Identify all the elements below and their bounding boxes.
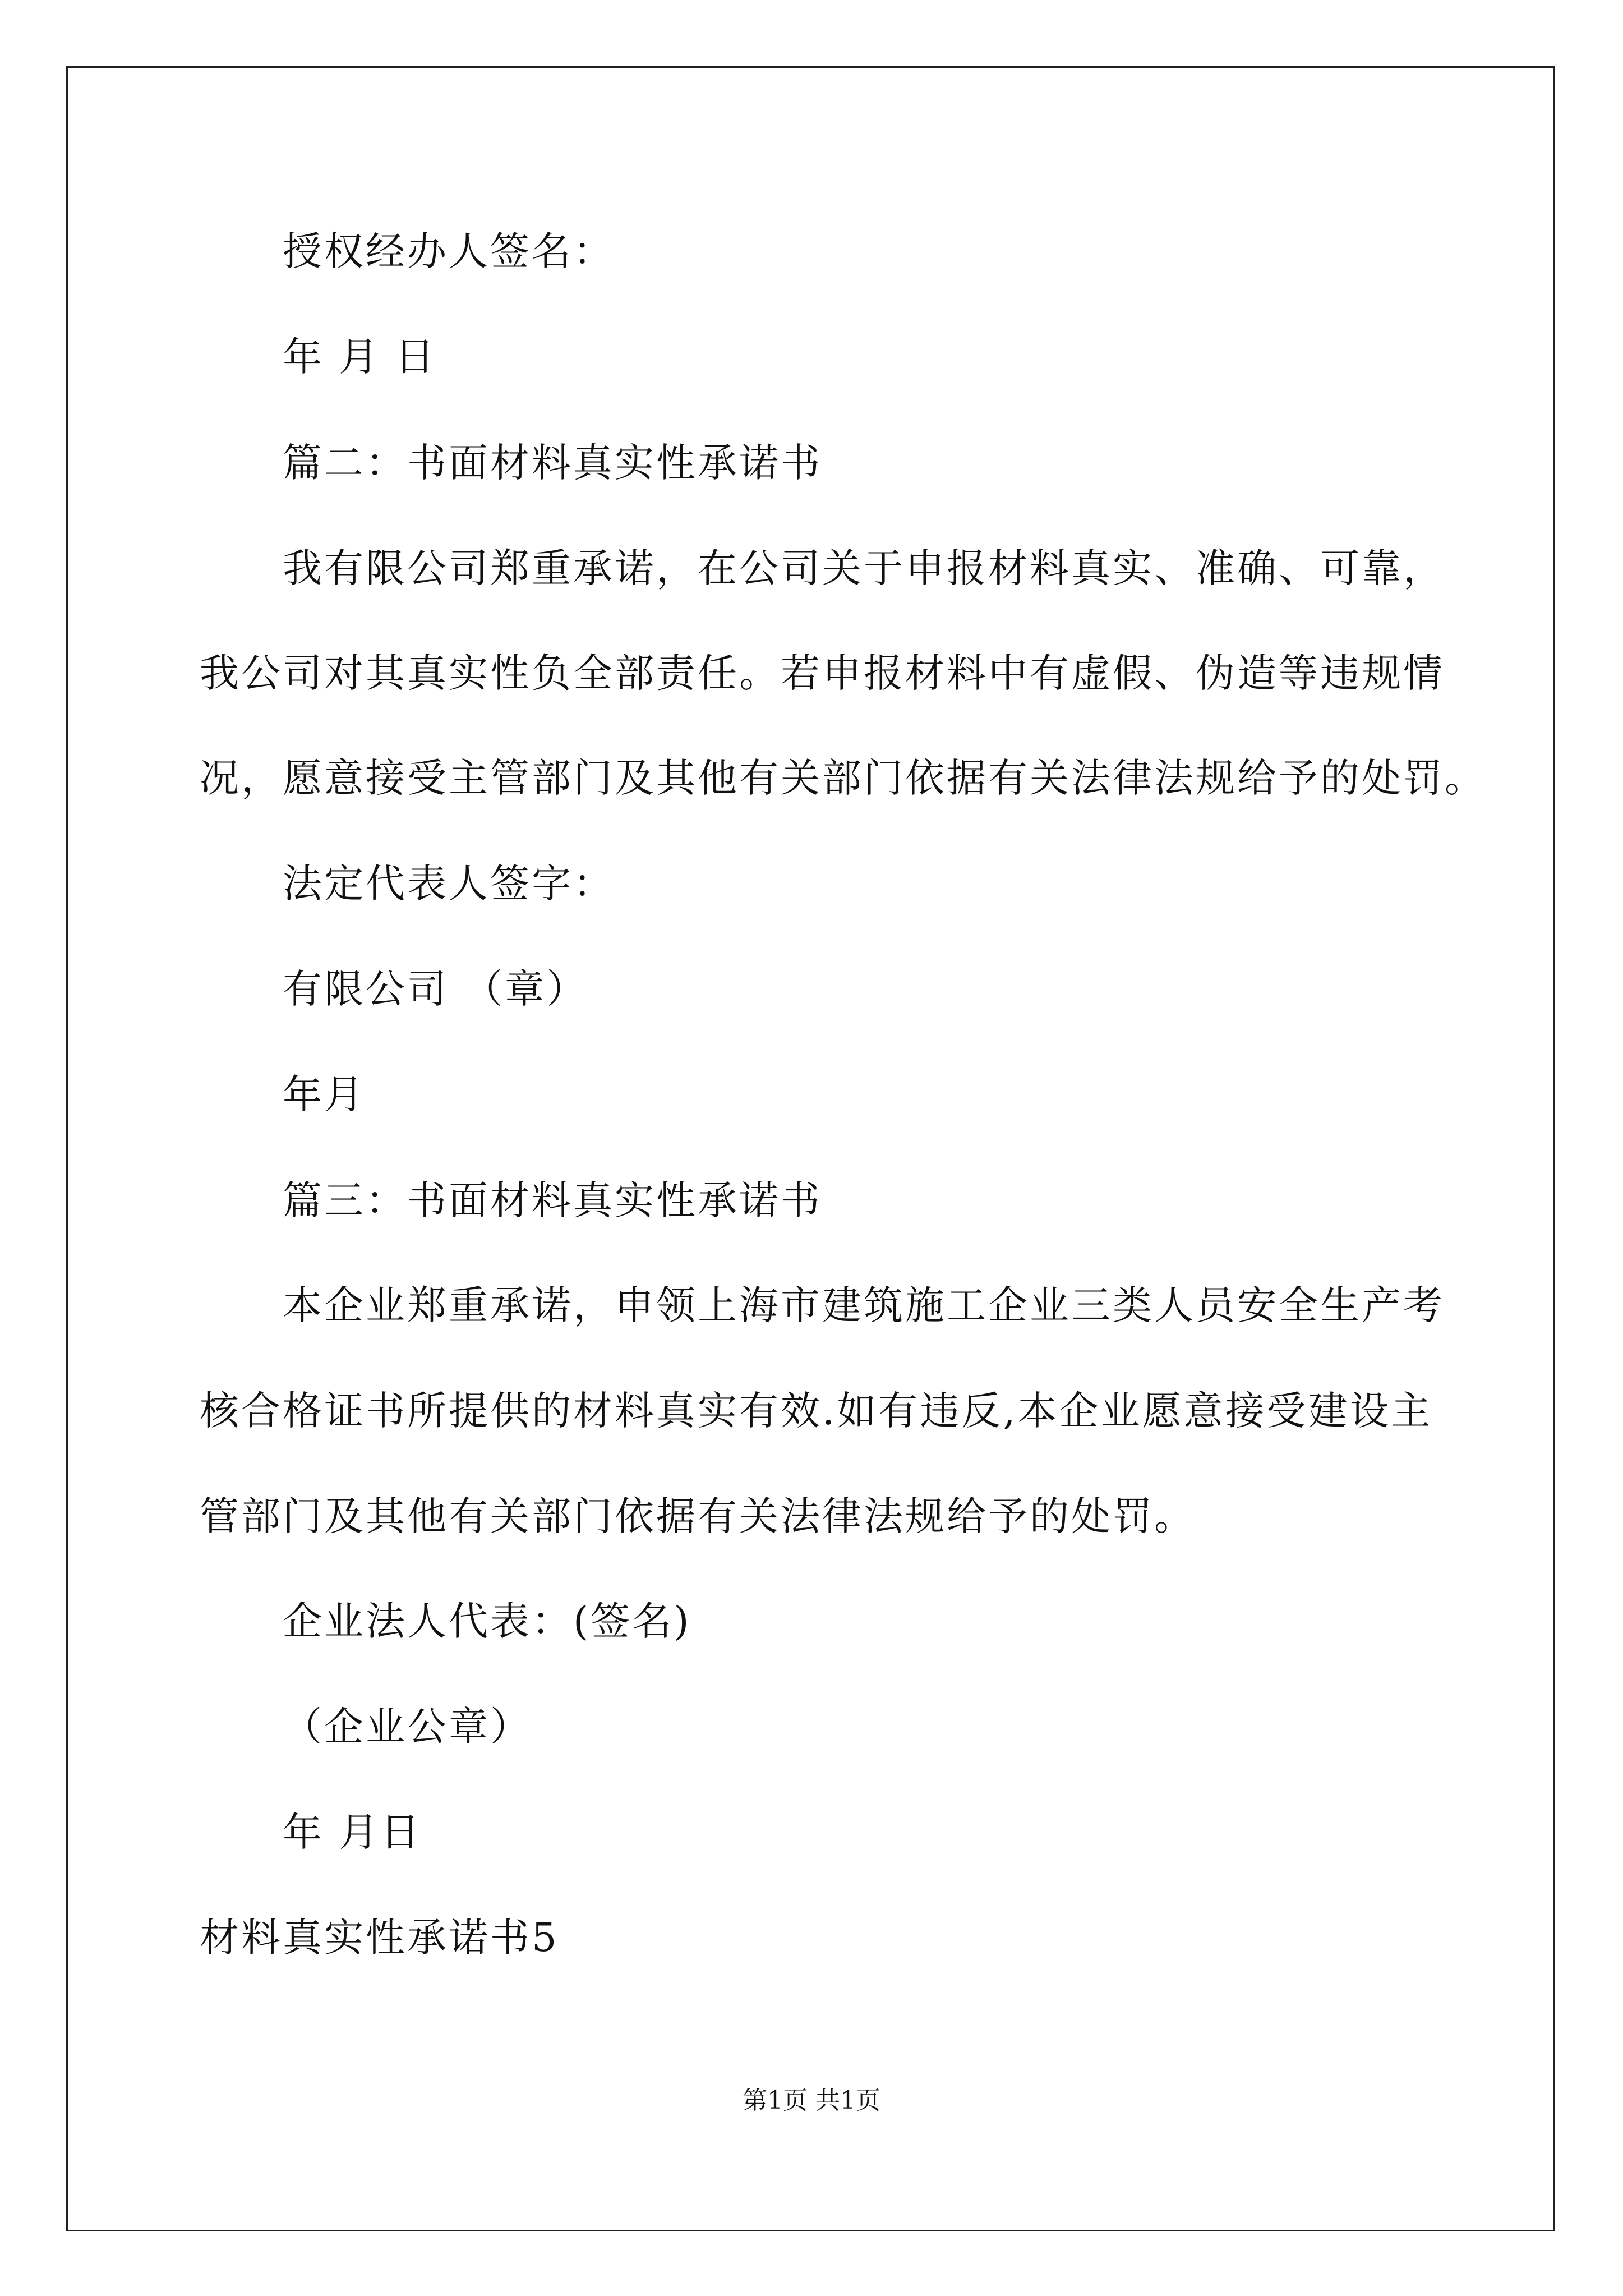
text-line: 我公司对其真实性负全部责任。若申报材料中有虚假、伪造等违规情	[200, 650, 1445, 696]
page-footer: 第1页 共1页	[743, 2086, 880, 2115]
text-line: 材料真实性承诺书5	[200, 1915, 559, 1961]
text-line: （企业公章）	[283, 1704, 532, 1750]
text-line: 我有限公司郑重承诺，在公司关于申报材料真实、准确、可靠，	[283, 545, 1445, 591]
text-line: 授权经办人签名：	[283, 228, 615, 274]
text-line: 年月	[283, 1071, 366, 1117]
text-line: 年 月 日	[283, 334, 437, 380]
text-line: 核合格证书所提供的材料真实有效.如有违反,本企业愿意接受建设主	[200, 1388, 1433, 1434]
text-line: 年 月日	[283, 1809, 422, 1855]
section-heading: 篇三：书面材料真实性承诺书	[283, 1177, 822, 1223]
text-line: 况，愿意接受主管部门及其他有关部门依据有关法律法规给予的处罚。	[200, 755, 1486, 801]
section-heading: 篇二：书面材料真实性承诺书	[283, 440, 822, 486]
text-line: 法定代表人签字：	[283, 861, 615, 907]
text-line: 企业法人代表：(签名)	[283, 1598, 691, 1644]
page-border	[66, 66, 1555, 2231]
text-line: 本企业郑重承诺，申领上海市建筑施工企业三类人员安全生产考	[283, 1282, 1445, 1328]
text-line: 有限公司 （章）	[283, 966, 588, 1012]
text-line: 管部门及其他有关部门依据有关法律法规给予的处罚。	[200, 1493, 1196, 1539]
